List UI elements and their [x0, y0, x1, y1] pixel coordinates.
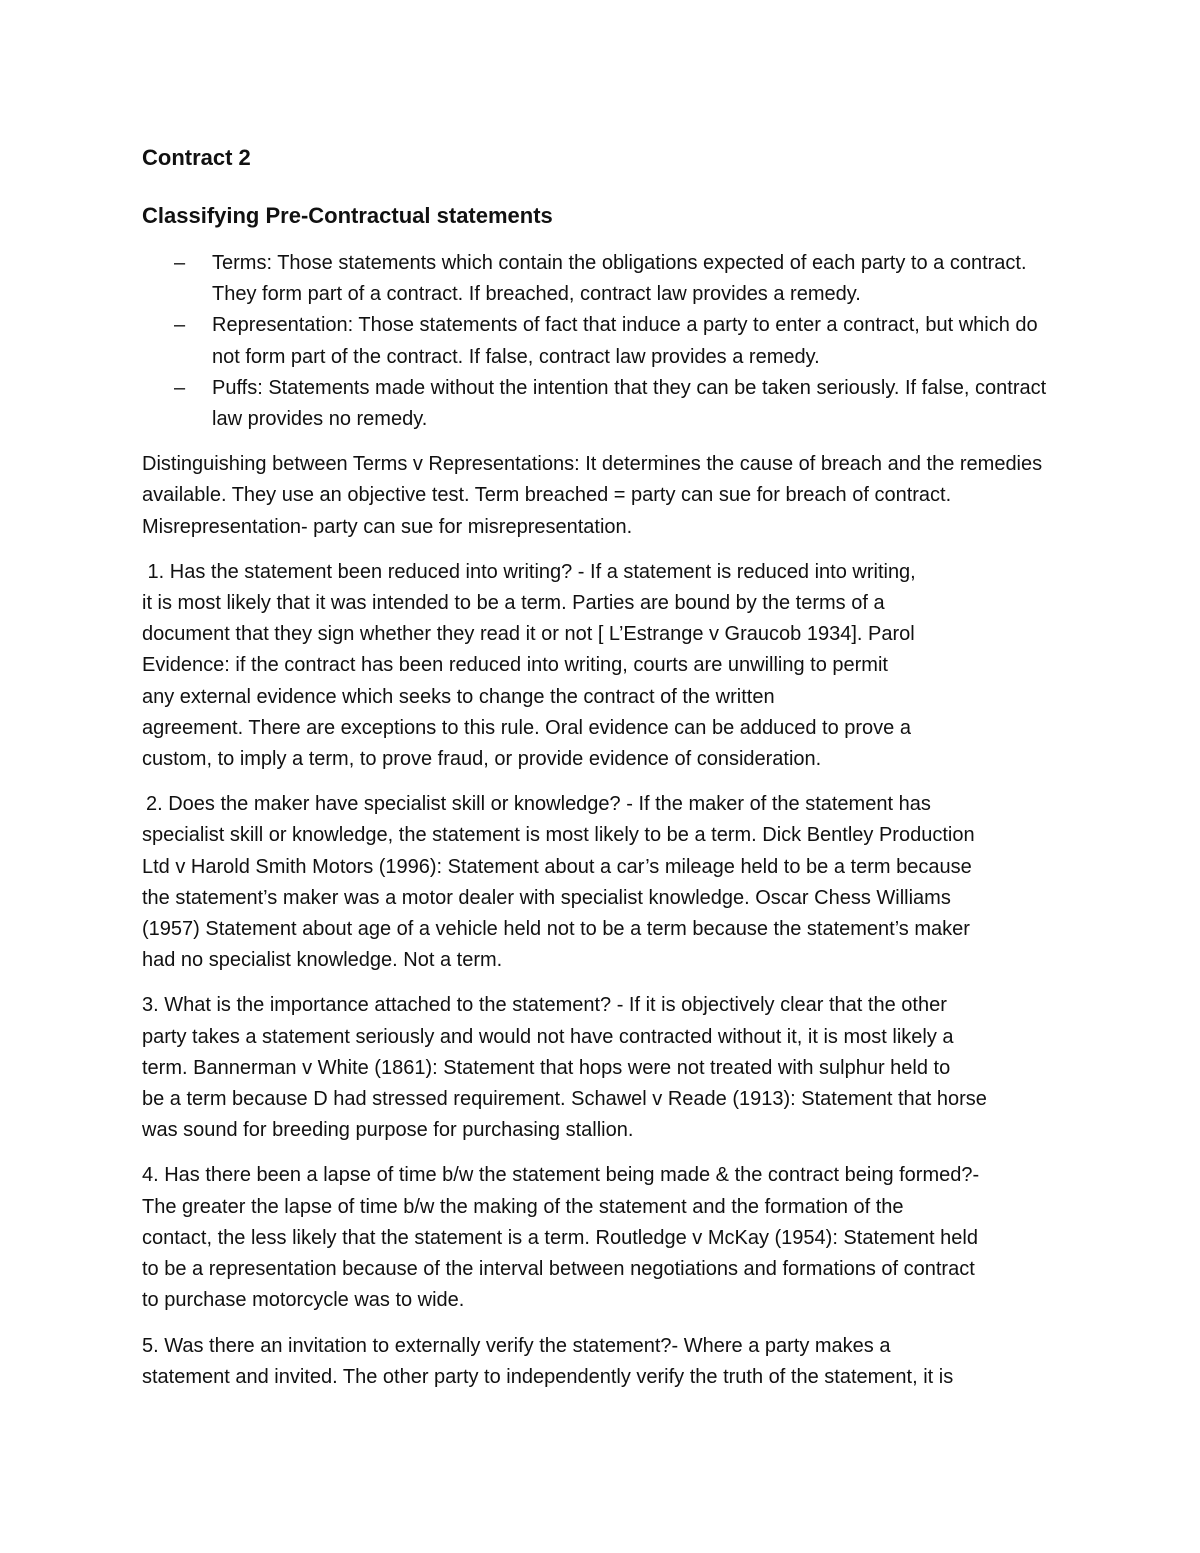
point-3 — [142, 990, 1062, 1146]
point-4 — [142, 1160, 1062, 1316]
bullet-item-representation — [142, 310, 1062, 372]
text-line: The greater the lapse of time b/w the making of the statement and the formation of the — [142, 1195, 904, 1218]
intro-paragraph: Distinguishing between Terms v Representations: It determines the cause of breach and the remedies available. They use an objective test. Term breached = party can sue for breach of contract. Misrepresentation- party can sue for misrepresentation. — [142, 453, 1043, 538]
point-5 — [142, 1331, 1062, 1393]
text-line: specialist skill or knowledge, the statement is most likely to be a term. Dick Bentley Production — [142, 824, 975, 847]
text-line: 5. Was there an invitation to externally verify the statement?- Where a party makes a — [142, 1334, 891, 1357]
text-line: be a term because D had stressed requirement. Schawel v Reade (1913): Statement that horse — [142, 1088, 987, 1111]
text-line: to purchase motorcycle was to wide. — [142, 1289, 465, 1312]
point-2 — [142, 789, 1062, 976]
text-line: agreement. There are exceptions to this rule. Oral evidence can be adduced to prove a — [142, 716, 911, 739]
document-title: Contract 2 — [142, 145, 251, 170]
text-line: was sound for breeding purpose for purchasing stallion. — [142, 1119, 634, 1142]
dash-bullet: – — [174, 314, 186, 337]
text-line: Ltd v Harold Smith Motors (1996): Statement about a car’s mileage held to be a term because — [142, 855, 972, 878]
bullet-text: Representation: Those statements of fact that induce a party to enter a contract, but which do not form part of the contract. If false, contract law provides a remedy. — [212, 314, 1038, 368]
point-1 — [142, 557, 1062, 775]
bullet-item-terms — [142, 248, 1062, 310]
text-line: statement and invited. The other party to independently verify the truth of the statement, it is — [142, 1365, 954, 1388]
text-line: 2. Does the maker have specialist skill or knowledge? - If the maker of the statement has — [146, 793, 931, 816]
bullet-text: Puffs: Statements made without the intention that they can be taken seriously. If false, contract law provides no remedy. — [212, 376, 1047, 431]
section-heading: Classifying Pre-Contractual statements — [142, 203, 553, 228]
text-line: term. Bannerman v White (1861): Statement that hops were not treated with sulphur held to — [142, 1056, 951, 1079]
text-line: 3. What is the importance attached to the statement? - If it is objectively clear that the other — [142, 994, 947, 1017]
text-line: had no specialist knowledge. Not a term. — [142, 949, 503, 972]
document-body — [142, 140, 1062, 1407]
dash-bullet: – — [174, 376, 186, 399]
bullet-item-puffs — [142, 373, 1062, 435]
text-line: contact, the less likely that the statement is a term. Routledge v McKay (1954): Statement held — [142, 1226, 978, 1249]
text-line: custom, to imply a term, to prove fraud, or provide evidence of consideration. — [142, 748, 822, 771]
text-line: (1957) Statement about age of a vehicle held not to be a term because the statement’s maker — [142, 918, 970, 941]
text-line: party takes a statement seriously and would not have contracted without it, it is most likely a — [142, 1025, 954, 1048]
text-line: 4. Has there been a lapse of time b/w the statement being made & the contract being formed?- — [142, 1164, 980, 1187]
text-line: 1. Has the statement been reduced into writing? - If a statement is reduced into writing, — [142, 560, 916, 583]
text-line: to be a representation because of the interval between negotiations and formations of contract — [142, 1258, 975, 1281]
statement-types-list — [142, 248, 1062, 435]
dash-bullet: – — [174, 252, 186, 274]
text-line: document that they sign whether they read it or not [ L’Estrange v Graucob 1934]. Parol — [142, 623, 915, 646]
text-line: the statement’s maker was a motor dealer with specialist knowledge. Oscar Chess Williams — [142, 886, 951, 909]
bullet-text: Terms: Those statements which contain the obligations expected of each party to a contract. They form part of a contract. If breached, contract law provides a remedy. — [212, 252, 1027, 306]
text-line: any external evidence which seeks to change the contract of the written — [142, 685, 775, 708]
text-line: Evidence: if the contract has been reduced into writing, courts are unwilling to permit — [142, 654, 888, 677]
text-line: it is most likely that it was intended to be a term. Parties are bound by the terms of a — [142, 592, 885, 615]
